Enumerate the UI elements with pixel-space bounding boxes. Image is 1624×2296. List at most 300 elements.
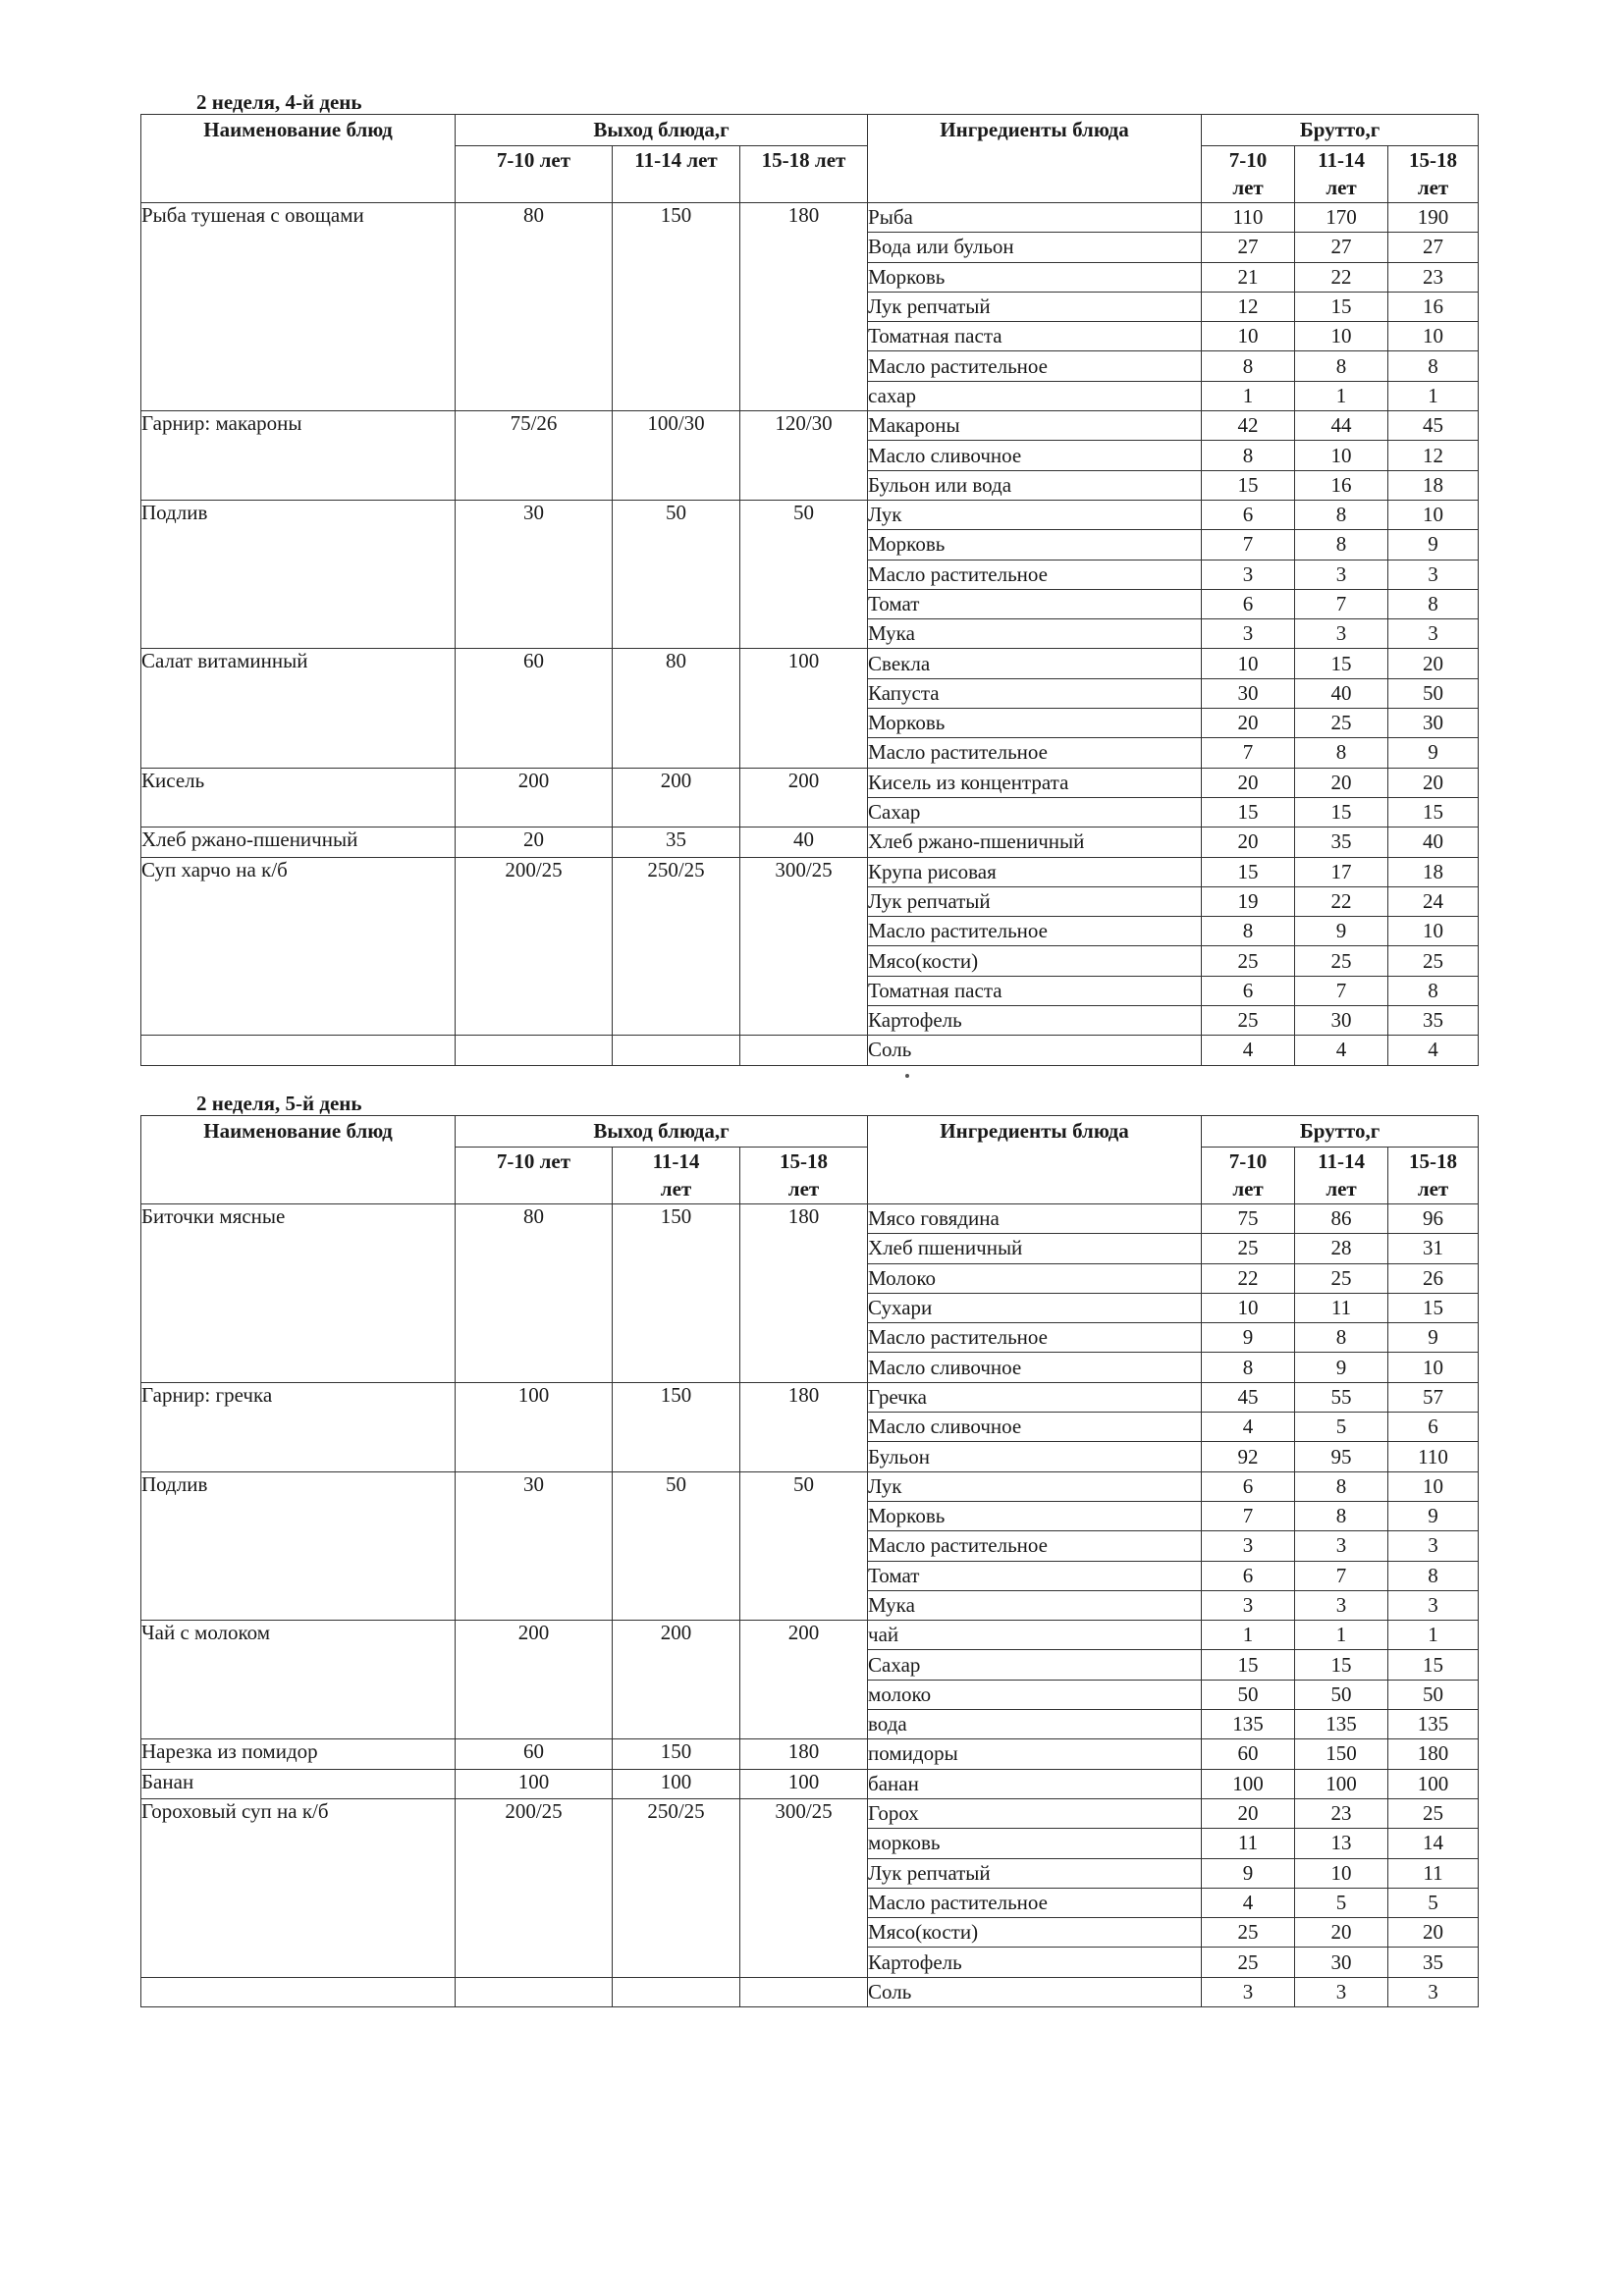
ingredient-brutto: 9 [1388, 738, 1479, 768]
dish-yield: 200 [456, 768, 613, 828]
dish-yield: 80 [613, 649, 740, 768]
ingredient-brutto: 13 [1295, 1829, 1388, 1858]
dish-name: Подлив [141, 500, 456, 648]
ingredient-name: Масло растительное [868, 351, 1202, 381]
ingredient-brutto: 40 [1388, 828, 1479, 857]
ingredient-brutto: 1 [1202, 381, 1295, 410]
ingredient-brutto: 7 [1202, 1501, 1295, 1530]
ingredient-brutto: 25 [1295, 946, 1388, 976]
brutto-age-header: 7-10 лет [1202, 146, 1295, 203]
ingredient-brutto: 20 [1202, 709, 1295, 738]
ingredient-name: чай [868, 1621, 1202, 1650]
dish-yield: 150 [613, 1382, 740, 1471]
ingredient-brutto: 9 [1295, 917, 1388, 946]
ingredient-brutto: 5 [1388, 1888, 1479, 1917]
ingredient-brutto: 95 [1295, 1442, 1388, 1471]
ingredient-brutto: 28 [1295, 1234, 1388, 1263]
ingredient-brutto: 1 [1388, 381, 1479, 410]
ingredient-brutto: 9 [1388, 1323, 1479, 1353]
ingredient-name: Соль [868, 1977, 1202, 2006]
ingredient-brutto: 3 [1295, 1977, 1388, 2006]
ingredient-brutto: 9 [1295, 1353, 1388, 1382]
table-row [141, 1977, 1479, 2006]
ingredient-name: Морковь [868, 262, 1202, 292]
brutto-age-header: 15-18 лет [1388, 1148, 1479, 1204]
ingredient-brutto: 15 [1295, 1650, 1388, 1680]
yield-age-header: 15-18 лет [740, 146, 868, 203]
dish-yield: 80 [456, 1204, 613, 1383]
table-row [141, 1769, 1479, 1798]
ingredient-brutto: 25 [1202, 1918, 1295, 1948]
ingredient-brutto: 96 [1388, 1204, 1479, 1234]
ingredient-name: помидоры [868, 1739, 1202, 1769]
ingredient-brutto: 9 [1202, 1858, 1295, 1888]
ingredient-brutto: 15 [1295, 649, 1388, 678]
ingredient-brutto: 11 [1388, 1858, 1479, 1888]
yield-age-header: 7-10 лет [456, 146, 613, 203]
ingredient-brutto: 86 [1295, 1204, 1388, 1234]
ingredient-brutto: 35 [1388, 1006, 1479, 1036]
ingredient-brutto: 20 [1202, 768, 1295, 797]
ingredient-brutto: 8 [1295, 351, 1388, 381]
ingredient-name: Лук [868, 1471, 1202, 1501]
ingredient-brutto: 16 [1388, 292, 1479, 321]
ingredient-brutto: 42 [1202, 411, 1295, 441]
ingredient-name: Рыба [868, 203, 1202, 233]
ingredient-brutto: 22 [1295, 886, 1388, 916]
ingredient-brutto: 7 [1295, 1561, 1388, 1590]
dish-yield: 30 [456, 500, 613, 648]
dish-yield: 20 [456, 828, 613, 857]
dish-yield: 40 [740, 828, 868, 857]
ingredient-brutto: 3 [1388, 1590, 1479, 1620]
ingredient-name: Лук [868, 500, 1202, 529]
header-row [141, 115, 1479, 146]
dish-yield: 200 [613, 768, 740, 828]
ingredient-brutto: 8 [1202, 917, 1295, 946]
ingredient-name: Капуста [868, 678, 1202, 708]
ingredient-brutto: 23 [1388, 262, 1479, 292]
dish-name: Чай с молоком [141, 1621, 456, 1739]
ingredient-brutto: 1 [1388, 1621, 1479, 1650]
ingredient-brutto: 35 [1295, 828, 1388, 857]
dish-name: Рыба тушеная с овощами [141, 203, 456, 411]
ingredient-brutto: 14 [1388, 1829, 1479, 1858]
ingredient-brutto: 75 [1202, 1204, 1295, 1234]
ingredient-brutto: 10 [1295, 1858, 1388, 1888]
ingredient-name: Лук репчатый [868, 292, 1202, 321]
ingredient-brutto: 5 [1295, 1888, 1388, 1917]
ingredient-name: Масло растительное [868, 1323, 1202, 1353]
ingredient-brutto: 60 [1202, 1739, 1295, 1769]
ingredient-brutto: 10 [1388, 917, 1479, 946]
ingredient-brutto: 8 [1388, 1561, 1479, 1590]
ingredient-brutto: 8 [1388, 976, 1479, 1005]
brutto-age-header: 15-18 лет [1388, 146, 1479, 203]
section-title: 2 неделя, 5-й день [196, 1092, 362, 1115]
ingredient-brutto: 3 [1388, 1977, 1479, 2006]
dish-yield: 35 [613, 828, 740, 857]
ingredient-name: Мука [868, 1590, 1202, 1620]
dish-name: Салат витаминный [141, 649, 456, 768]
ingredient-brutto: 19 [1202, 886, 1295, 916]
table-row [141, 828, 1479, 857]
ingredient-brutto: 27 [1388, 233, 1479, 262]
dish-name: Подлив [141, 1471, 456, 1620]
ingredient-name: Масло сливочное [868, 441, 1202, 470]
ingredient-name: Масло растительное [868, 738, 1202, 768]
dish-yield: 50 [613, 1471, 740, 1620]
table-row [141, 768, 1479, 797]
yield-header: Выход блюда,г [456, 115, 868, 146]
ingredient-brutto: 18 [1388, 470, 1479, 500]
ingredient-brutto: 3 [1202, 1977, 1295, 2006]
dish-name-header: Наименование блюд [141, 1116, 456, 1204]
ingredient-brutto: 25 [1202, 1234, 1295, 1263]
ingredient-name: Морковь [868, 1501, 1202, 1530]
ingredient-name: Мясо(кости) [868, 946, 1202, 976]
ingredient-brutto: 15 [1295, 797, 1388, 827]
ingredient-brutto: 15 [1202, 1650, 1295, 1680]
ingredient-brutto: 20 [1295, 1918, 1388, 1948]
ingredient-brutto: 12 [1202, 292, 1295, 321]
ingredient-brutto: 21 [1202, 262, 1295, 292]
ingredient-brutto: 180 [1388, 1739, 1479, 1769]
table-row [141, 411, 1479, 441]
ingredient-brutto: 8 [1202, 351, 1295, 381]
ingredient-brutto: 25 [1388, 946, 1479, 976]
ingredient-brutto: 4 [1202, 1888, 1295, 1917]
ingredient-name: Масло растительное [868, 560, 1202, 589]
empty-cell [456, 1036, 613, 1065]
dish-yield: 200/25 [456, 857, 613, 1036]
empty-cell [613, 1977, 740, 2006]
ingredient-brutto: 10 [1388, 322, 1479, 351]
menu-section-day-4 [140, 90, 1478, 1066]
dish-yield: 30 [456, 1471, 613, 1620]
ingredient-brutto: 25 [1388, 1798, 1479, 1828]
ingredient-brutto: 135 [1202, 1710, 1295, 1739]
ingredient-brutto: 92 [1202, 1442, 1295, 1471]
ingredients-header: Ингредиенты блюда [868, 1116, 1202, 1204]
ingredient-brutto: 8 [1202, 441, 1295, 470]
dish-name-header: Наименование блюд [141, 115, 456, 203]
ingredient-brutto: 20 [1388, 649, 1479, 678]
ingredient-brutto: 50 [1388, 678, 1479, 708]
ingredient-brutto: 25 [1202, 1006, 1295, 1036]
ingredient-brutto: 6 [1202, 976, 1295, 1005]
ingredient-brutto: 25 [1295, 1263, 1388, 1293]
dish-name: Нарезка из помидор [141, 1739, 456, 1769]
ingredient-brutto: 16 [1295, 470, 1388, 500]
yield-age-header: 15-18 лет [740, 1148, 868, 1204]
table-row [141, 857, 1479, 886]
ingredient-name: Гречка [868, 1382, 1202, 1412]
ingredient-brutto: 25 [1202, 1948, 1295, 1977]
ingredient-brutto: 6 [1202, 1561, 1295, 1590]
ingredient-brutto: 6 [1202, 1471, 1295, 1501]
dish-yield: 300/25 [740, 857, 868, 1036]
ingredient-brutto: 100 [1388, 1769, 1479, 1798]
ingredient-brutto: 15 [1202, 857, 1295, 886]
ingredient-name: Масло сливочное [868, 1413, 1202, 1442]
ingredient-brutto: 50 [1295, 1680, 1388, 1709]
menu-section-day-5 [140, 1092, 1478, 2007]
ingredient-brutto: 170 [1295, 203, 1388, 233]
dish-yield: 100 [456, 1382, 613, 1471]
dish-yield: 60 [456, 649, 613, 768]
ingredient-brutto: 100 [1295, 1769, 1388, 1798]
table-row [141, 1204, 1479, 1234]
dish-yield: 180 [740, 203, 868, 411]
ingredient-brutto: 3 [1202, 1590, 1295, 1620]
ingredient-brutto: 135 [1388, 1710, 1479, 1739]
ingredient-name: Бульон или вода [868, 470, 1202, 500]
ingredient-brutto: 30 [1295, 1006, 1388, 1036]
dish-yield: 150 [613, 1204, 740, 1383]
dish-yield: 250/25 [613, 1798, 740, 1977]
dish-yield: 100 [456, 1769, 613, 1798]
dish-name: Гарнир: гречка [141, 1382, 456, 1471]
dish-yield: 80 [456, 203, 613, 411]
ingredient-name: Морковь [868, 709, 1202, 738]
dish-yield: 200/25 [456, 1798, 613, 1977]
ingredient-name: Сухари [868, 1293, 1202, 1322]
table-row [141, 1382, 1479, 1412]
ingredients-header: Ингредиенты блюда [868, 115, 1202, 203]
ingredient-brutto: 8 [1388, 351, 1479, 381]
ingredient-name: вода [868, 1710, 1202, 1739]
ingredient-brutto: 11 [1202, 1829, 1295, 1858]
ingredient-brutto: 3 [1295, 1531, 1388, 1561]
ingredient-brutto: 27 [1202, 233, 1295, 262]
ingredient-brutto: 22 [1295, 262, 1388, 292]
ingredient-brutto: 1 [1295, 1621, 1388, 1650]
ingredient-name: Томатная паста [868, 976, 1202, 1005]
ingredient-name: Картофель [868, 1948, 1202, 1977]
ingredient-brutto: 4 [1388, 1036, 1479, 1065]
brutto-age-header: 11-14 лет [1295, 1148, 1388, 1204]
ingredient-brutto: 7 [1202, 738, 1295, 768]
ingredient-brutto: 55 [1295, 1382, 1388, 1412]
dish-name: Кисель [141, 768, 456, 828]
ingredient-brutto: 20 [1388, 768, 1479, 797]
ingredient-brutto: 25 [1202, 946, 1295, 976]
ingredient-name: Молоко [868, 1263, 1202, 1293]
ingredient-brutto: 30 [1202, 678, 1295, 708]
dish-yield: 50 [740, 500, 868, 648]
ingredient-name: Картофель [868, 1006, 1202, 1036]
dish-name: Суп харчо на к/б [141, 857, 456, 1036]
ingredient-brutto: 7 [1202, 530, 1295, 560]
ingredient-brutto: 135 [1295, 1710, 1388, 1739]
dish-name: Гарнир: макароны [141, 411, 456, 501]
ingredient-brutto: 190 [1388, 203, 1479, 233]
yield-age-header: 7-10 лет [456, 1148, 613, 1204]
ingredient-brutto: 40 [1295, 678, 1388, 708]
ingredient-brutto: 8 [1295, 1501, 1388, 1530]
section-title: 2 неделя, 4-й день [196, 90, 362, 114]
ingredient-name: Свекла [868, 649, 1202, 678]
ingredient-brutto: 15 [1388, 797, 1479, 827]
ingredient-brutto: 3 [1202, 619, 1295, 649]
ingredient-name: Лук репчатый [868, 1858, 1202, 1888]
ingredient-name: Макароны [868, 411, 1202, 441]
ingredient-brutto: 20 [1202, 828, 1295, 857]
ingredient-brutto: 3 [1295, 1590, 1388, 1620]
ingredient-brutto: 50 [1388, 1680, 1479, 1709]
ingredient-brutto: 30 [1295, 1948, 1388, 1977]
ingredient-brutto: 8 [1202, 1353, 1295, 1382]
brutto-age-header: 11-14 лет [1295, 146, 1388, 203]
dish-yield: 100 [740, 649, 868, 768]
ingredient-brutto: 6 [1202, 500, 1295, 529]
ingredient-brutto: 10 [1388, 1353, 1479, 1382]
dish-yield: 180 [740, 1739, 868, 1769]
ingredient-brutto: 15 [1388, 1293, 1479, 1322]
ingredient-brutto: 10 [1295, 322, 1388, 351]
ingredient-brutto: 8 [1295, 1323, 1388, 1353]
header-row [141, 1116, 1479, 1148]
ingredient-brutto: 3 [1388, 560, 1479, 589]
ingredient-brutto: 20 [1202, 1798, 1295, 1828]
ingredient-brutto: 10 [1202, 649, 1295, 678]
yield-age-header: 11-14 лет [613, 146, 740, 203]
empty-cell [740, 1977, 868, 2006]
empty-cell [141, 1977, 456, 2006]
ingredient-brutto: 23 [1295, 1798, 1388, 1828]
dish-name: Хлеб ржано-пшеничный [141, 828, 456, 857]
ingredient-brutto: 9 [1388, 530, 1479, 560]
ingredient-brutto: 10 [1388, 500, 1479, 529]
dish-yield: 300/25 [740, 1798, 868, 1977]
dish-yield: 60 [456, 1739, 613, 1769]
dish-yield: 180 [740, 1382, 868, 1471]
dish-yield: 100 [740, 1769, 868, 1798]
dish-yield: 100/30 [613, 411, 740, 501]
ingredient-brutto: 4 [1295, 1036, 1388, 1065]
ingredient-name: морковь [868, 1829, 1202, 1858]
ingredient-brutto: 8 [1388, 589, 1479, 618]
ingredient-brutto: 9 [1388, 1501, 1479, 1530]
ingredient-name: Лук репчатый [868, 886, 1202, 916]
ingredient-brutto: 11 [1295, 1293, 1388, 1322]
ingredient-brutto: 5 [1295, 1413, 1388, 1442]
ingredient-name: Томатная паста [868, 322, 1202, 351]
ingredient-brutto: 110 [1388, 1442, 1479, 1471]
brutto-header: Брутто,г [1202, 115, 1479, 146]
menu-table [140, 1115, 1479, 2007]
table-row [141, 500, 1479, 529]
ingredient-brutto: 8 [1295, 1471, 1388, 1501]
ingredient-name: Хлеб ржано-пшеничный [868, 828, 1202, 857]
menu-table [140, 114, 1479, 1066]
ingredient-brutto: 7 [1295, 976, 1388, 1005]
ingredient-brutto: 150 [1295, 1739, 1388, 1769]
dish-name: Гороховый суп на к/б [141, 1798, 456, 1977]
ingredient-brutto: 20 [1295, 768, 1388, 797]
ingredient-brutto: 4 [1202, 1036, 1295, 1065]
ingredient-brutto: 10 [1388, 1471, 1479, 1501]
ingredient-brutto: 10 [1202, 322, 1295, 351]
ingredient-name: Томат [868, 1561, 1202, 1590]
ingredient-brutto: 10 [1202, 1293, 1295, 1322]
ingredient-name: Масло растительное [868, 1531, 1202, 1561]
ingredient-name: Томат [868, 589, 1202, 618]
ingredient-name: Масло растительное [868, 917, 1202, 946]
empty-cell [613, 1036, 740, 1065]
dish-yield: 50 [740, 1471, 868, 1620]
dish-yield: 180 [740, 1204, 868, 1383]
ingredient-brutto: 20 [1388, 1918, 1479, 1948]
yield-header: Выход блюда,г [456, 1116, 868, 1148]
dish-yield: 200 [740, 768, 868, 828]
ingredient-brutto: 10 [1295, 441, 1388, 470]
ingredient-name: Хлеб пшеничный [868, 1234, 1202, 1263]
table-row [141, 203, 1479, 233]
ingredient-name: Сахар [868, 797, 1202, 827]
ingredient-brutto: 110 [1202, 203, 1295, 233]
ingredient-brutto: 30 [1388, 709, 1479, 738]
dish-yield: 100 [613, 1769, 740, 1798]
ingredient-brutto: 3 [1295, 560, 1388, 589]
ingredient-name: Масло сливочное [868, 1353, 1202, 1382]
ingredient-brutto: 12 [1388, 441, 1479, 470]
ingredient-brutto: 15 [1295, 292, 1388, 321]
ingredient-brutto: 35 [1388, 1948, 1479, 1977]
ingredient-name: Крупа рисовая [868, 857, 1202, 886]
ingredient-brutto: 1 [1202, 1621, 1295, 1650]
dish-yield: 200 [456, 1621, 613, 1739]
table-row [141, 1739, 1479, 1769]
ingredient-name: Бульон [868, 1442, 1202, 1471]
ingredient-name: Мука [868, 619, 1202, 649]
ingredient-brutto: 3 [1388, 1531, 1479, 1561]
dish-yield: 200 [613, 1621, 740, 1739]
dish-yield: 50 [613, 500, 740, 648]
ingredient-name: Кисель из концентрата [868, 768, 1202, 797]
dish-name: Банан [141, 1769, 456, 1798]
ingredient-brutto: 15 [1202, 470, 1295, 500]
ingredient-brutto: 8 [1295, 738, 1388, 768]
empty-cell [141, 1036, 456, 1065]
ingredient-brutto: 7 [1295, 589, 1388, 618]
ingredient-brutto: 31 [1388, 1234, 1479, 1263]
dish-yield: 150 [613, 1739, 740, 1769]
ingredient-brutto: 22 [1202, 1263, 1295, 1293]
table-row [141, 1621, 1479, 1650]
ingredient-brutto: 100 [1202, 1769, 1295, 1798]
dish-yield: 250/25 [613, 857, 740, 1036]
ingredient-brutto: 50 [1202, 1680, 1295, 1709]
table-row [141, 649, 1479, 678]
ingredient-brutto: 15 [1202, 797, 1295, 827]
ingredient-brutto: 44 [1295, 411, 1388, 441]
yield-age-header: 11-14 лет [613, 1148, 740, 1204]
ingredient-name: молоко [868, 1680, 1202, 1709]
ingredient-brutto: 4 [1202, 1413, 1295, 1442]
dish-yield: 150 [613, 203, 740, 411]
ingredient-brutto: 25 [1295, 709, 1388, 738]
ingredient-brutto: 45 [1388, 411, 1479, 441]
ingredient-brutto: 8 [1295, 500, 1388, 529]
ingredient-brutto: 6 [1388, 1413, 1479, 1442]
ingredient-brutto: 9 [1202, 1323, 1295, 1353]
ingredient-name: Вода или бульон [868, 233, 1202, 262]
dish-name: Биточки мясные [141, 1204, 456, 1383]
ingredient-brutto: 24 [1388, 886, 1479, 916]
ingredient-brutto: 3 [1202, 1531, 1295, 1561]
